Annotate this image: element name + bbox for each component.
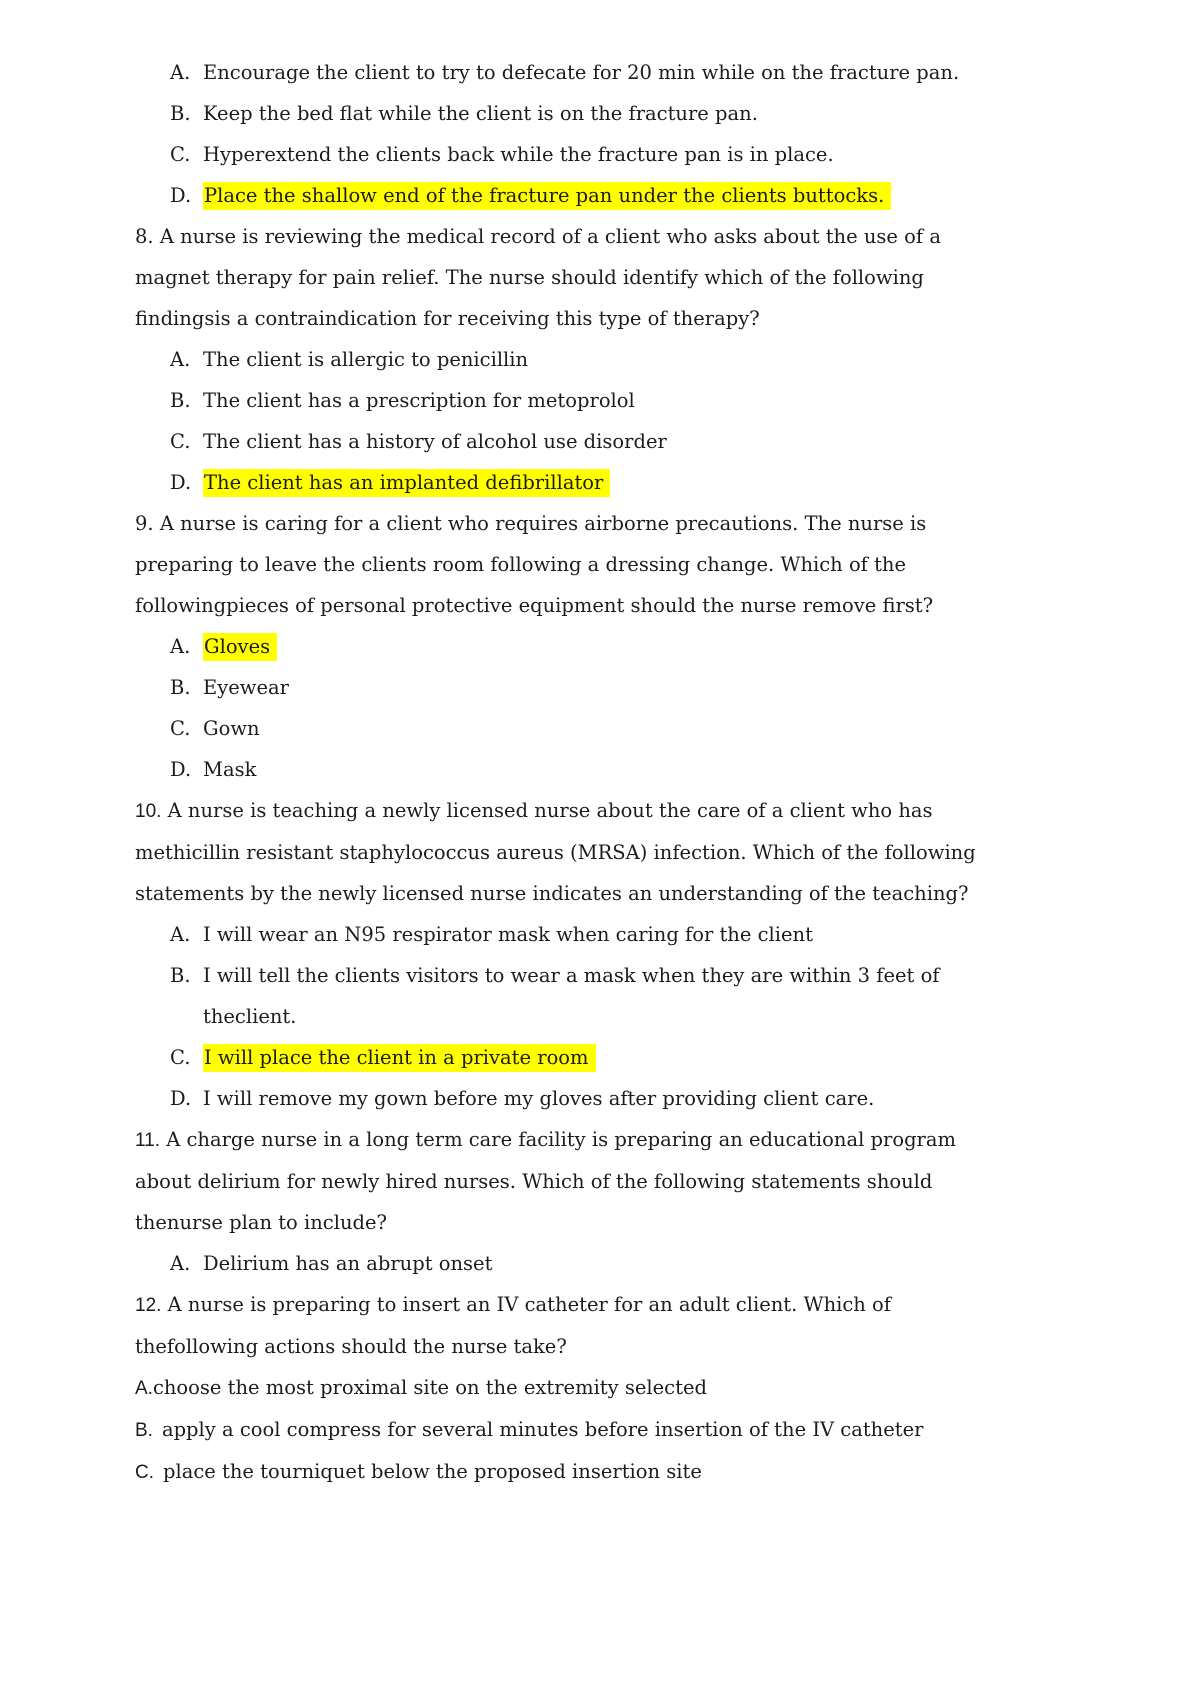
question-text-line: [135, 873, 1062, 914]
answer-option: [135, 1367, 1062, 1409]
option-letter: A.: [170, 348, 191, 371]
option-letter: C.: [170, 1046, 191, 1069]
question-text-line: [135, 1284, 1062, 1326]
question-text: A nurse is teaching a newly licensed nurse about the care of a client who has: [167, 799, 933, 822]
question-text: thenurse plan to include?: [135, 1211, 387, 1234]
option-text: place the tourniquet below the proposed insertion site: [163, 1460, 702, 1483]
options-block: [135, 52, 1062, 216]
answer-option: [135, 462, 1062, 503]
question-text: A nurse is caring for a client who requires airborne precautions. The nurse is: [159, 512, 927, 535]
option-text: choose the most proximal site on the extremity selected: [152, 1376, 707, 1399]
question-block: [135, 1119, 1062, 1284]
option-text: I will tell the clients visitors to wear a mask when they are within 3 feet of: [203, 964, 940, 987]
answer-option: [135, 955, 1062, 996]
highlighted-answer-text: Place the shallow end of the fracture pan under the clients buttocks.: [203, 182, 891, 210]
option-letter: C.: [170, 430, 191, 453]
option-letter: A.: [135, 1378, 153, 1399]
option-letter: D.: [170, 471, 192, 494]
option-text: The client has a history of alcohol use disorder: [203, 430, 667, 453]
option-text: Eyewear: [203, 676, 289, 699]
option-letter: C.: [170, 143, 191, 166]
question-text-line: [135, 503, 1062, 544]
question-number: 8.: [135, 225, 154, 248]
question-block: [135, 1284, 1062, 1493]
option-text: The client has a prescription for metoprolol: [203, 389, 635, 412]
question-text: preparing to leave the clients room following a dressing change. Which of the: [135, 553, 907, 576]
question-text: methicillin resistant staphylococcus aureus (MRSA) infection. Which of the following: [135, 841, 976, 864]
option-text: Hyperextend the clients back while the fracture pan is in place.: [203, 143, 834, 166]
option-letter: A.: [170, 1252, 191, 1275]
question-text-line: [135, 790, 1062, 832]
question-number: 11.: [135, 1130, 161, 1151]
answer-option: [135, 749, 1062, 790]
question-text: A charge nurse in a long term care facility is preparing an educational program: [166, 1128, 956, 1151]
option-letter: B.: [135, 1420, 153, 1441]
highlighted-answer-text: I will place the client in a private room: [203, 1044, 596, 1072]
question-text: about delirium for newly hired nurses. Which of the following statements should: [135, 1170, 933, 1193]
question-block: [135, 503, 1062, 790]
question-text: statements by the newly licensed nurse indicates an understanding of the teaching?: [135, 882, 969, 905]
highlighted-answer-text: Gloves: [203, 633, 277, 661]
question-text-line: [135, 585, 1062, 626]
question-number: 9.: [135, 512, 154, 535]
answer-option: [135, 339, 1062, 380]
option-text: apply a cool compress for several minutes before insertion of the IV catheter: [161, 1418, 924, 1441]
option-text: Mask: [203, 758, 257, 781]
question-text-line: [135, 544, 1062, 585]
option-letter: C.: [170, 717, 191, 740]
question-number: 10.: [135, 801, 162, 822]
question-number: 12.: [135, 1295, 162, 1316]
answer-option: [135, 421, 1062, 462]
question-text: A nurse is preparing to insert an IV catheter for an adult client. Which of: [167, 1293, 892, 1316]
answer-option: [135, 708, 1062, 749]
question-block: [135, 790, 1062, 1119]
option-text: Gown: [203, 717, 260, 740]
option-letter: A.: [170, 923, 191, 946]
question-text-line: [135, 1202, 1062, 1243]
option-letter: A.: [170, 635, 191, 658]
option-text: I will remove my gown before my gloves after providing client care.: [203, 1087, 875, 1110]
option-letter: B.: [170, 389, 191, 412]
option-text: theclient.: [203, 1005, 297, 1028]
option-letter: D.: [170, 758, 192, 781]
question-text: magnet therapy for pain relief. The nurse should identify which of the following: [135, 266, 924, 289]
answer-option: [135, 1409, 1062, 1451]
option-letter: B.: [170, 102, 191, 125]
answer-option: [135, 667, 1062, 708]
answer-option: [135, 914, 1062, 955]
option-letter: D.: [170, 184, 192, 207]
answer-option: [135, 1078, 1062, 1119]
question-text-line: [135, 1326, 1062, 1367]
answer-option: [135, 626, 1062, 667]
option-letter: B.: [170, 676, 191, 699]
option-text: I will wear an N95 respirator mask when caring for the client: [203, 923, 813, 946]
option-text: Encourage the client to try to defecate for 20 min while on the fracture pan.: [203, 61, 960, 84]
question-text-line: [135, 216, 1062, 257]
highlighted-answer-text: The client has an implanted defibrillator: [203, 469, 610, 497]
question-text-line: [135, 1161, 1062, 1202]
question-text: followingpieces of personal protective equipment should the nurse remove first?: [135, 594, 934, 617]
option-text: The client is allergic to penicillin: [203, 348, 529, 371]
question-text: A nurse is reviewing the medical record of a client who asks about the use of a: [159, 225, 941, 248]
answer-option: [135, 175, 1062, 216]
option-text-continuation: [135, 996, 1062, 1037]
question-text-line: [135, 832, 1062, 873]
answer-option: [135, 93, 1062, 134]
question-text: thefollowing actions should the nurse take?: [135, 1335, 567, 1358]
question-text-line: [135, 257, 1062, 298]
option-letter: D.: [170, 1087, 192, 1110]
option-letter: B.: [170, 964, 191, 987]
answer-option: [135, 1243, 1062, 1284]
question-text-line: [135, 298, 1062, 339]
answer-option: [135, 1037, 1062, 1078]
option-letter: C.: [135, 1462, 154, 1483]
option-text: Delirium has an abrupt onset: [203, 1252, 493, 1275]
answer-option: [135, 1451, 1062, 1493]
question-text-line: [135, 1119, 1062, 1161]
option-text: Keep the bed flat while the client is on the fracture pan.: [203, 102, 758, 125]
option-letter: A.: [170, 61, 191, 84]
answer-option: [135, 52, 1062, 93]
answer-option: [135, 134, 1062, 175]
answer-option: [135, 380, 1062, 421]
question-block: [135, 216, 1062, 503]
question-text: findingsis a contraindication for receiving this type of therapy?: [135, 307, 760, 330]
